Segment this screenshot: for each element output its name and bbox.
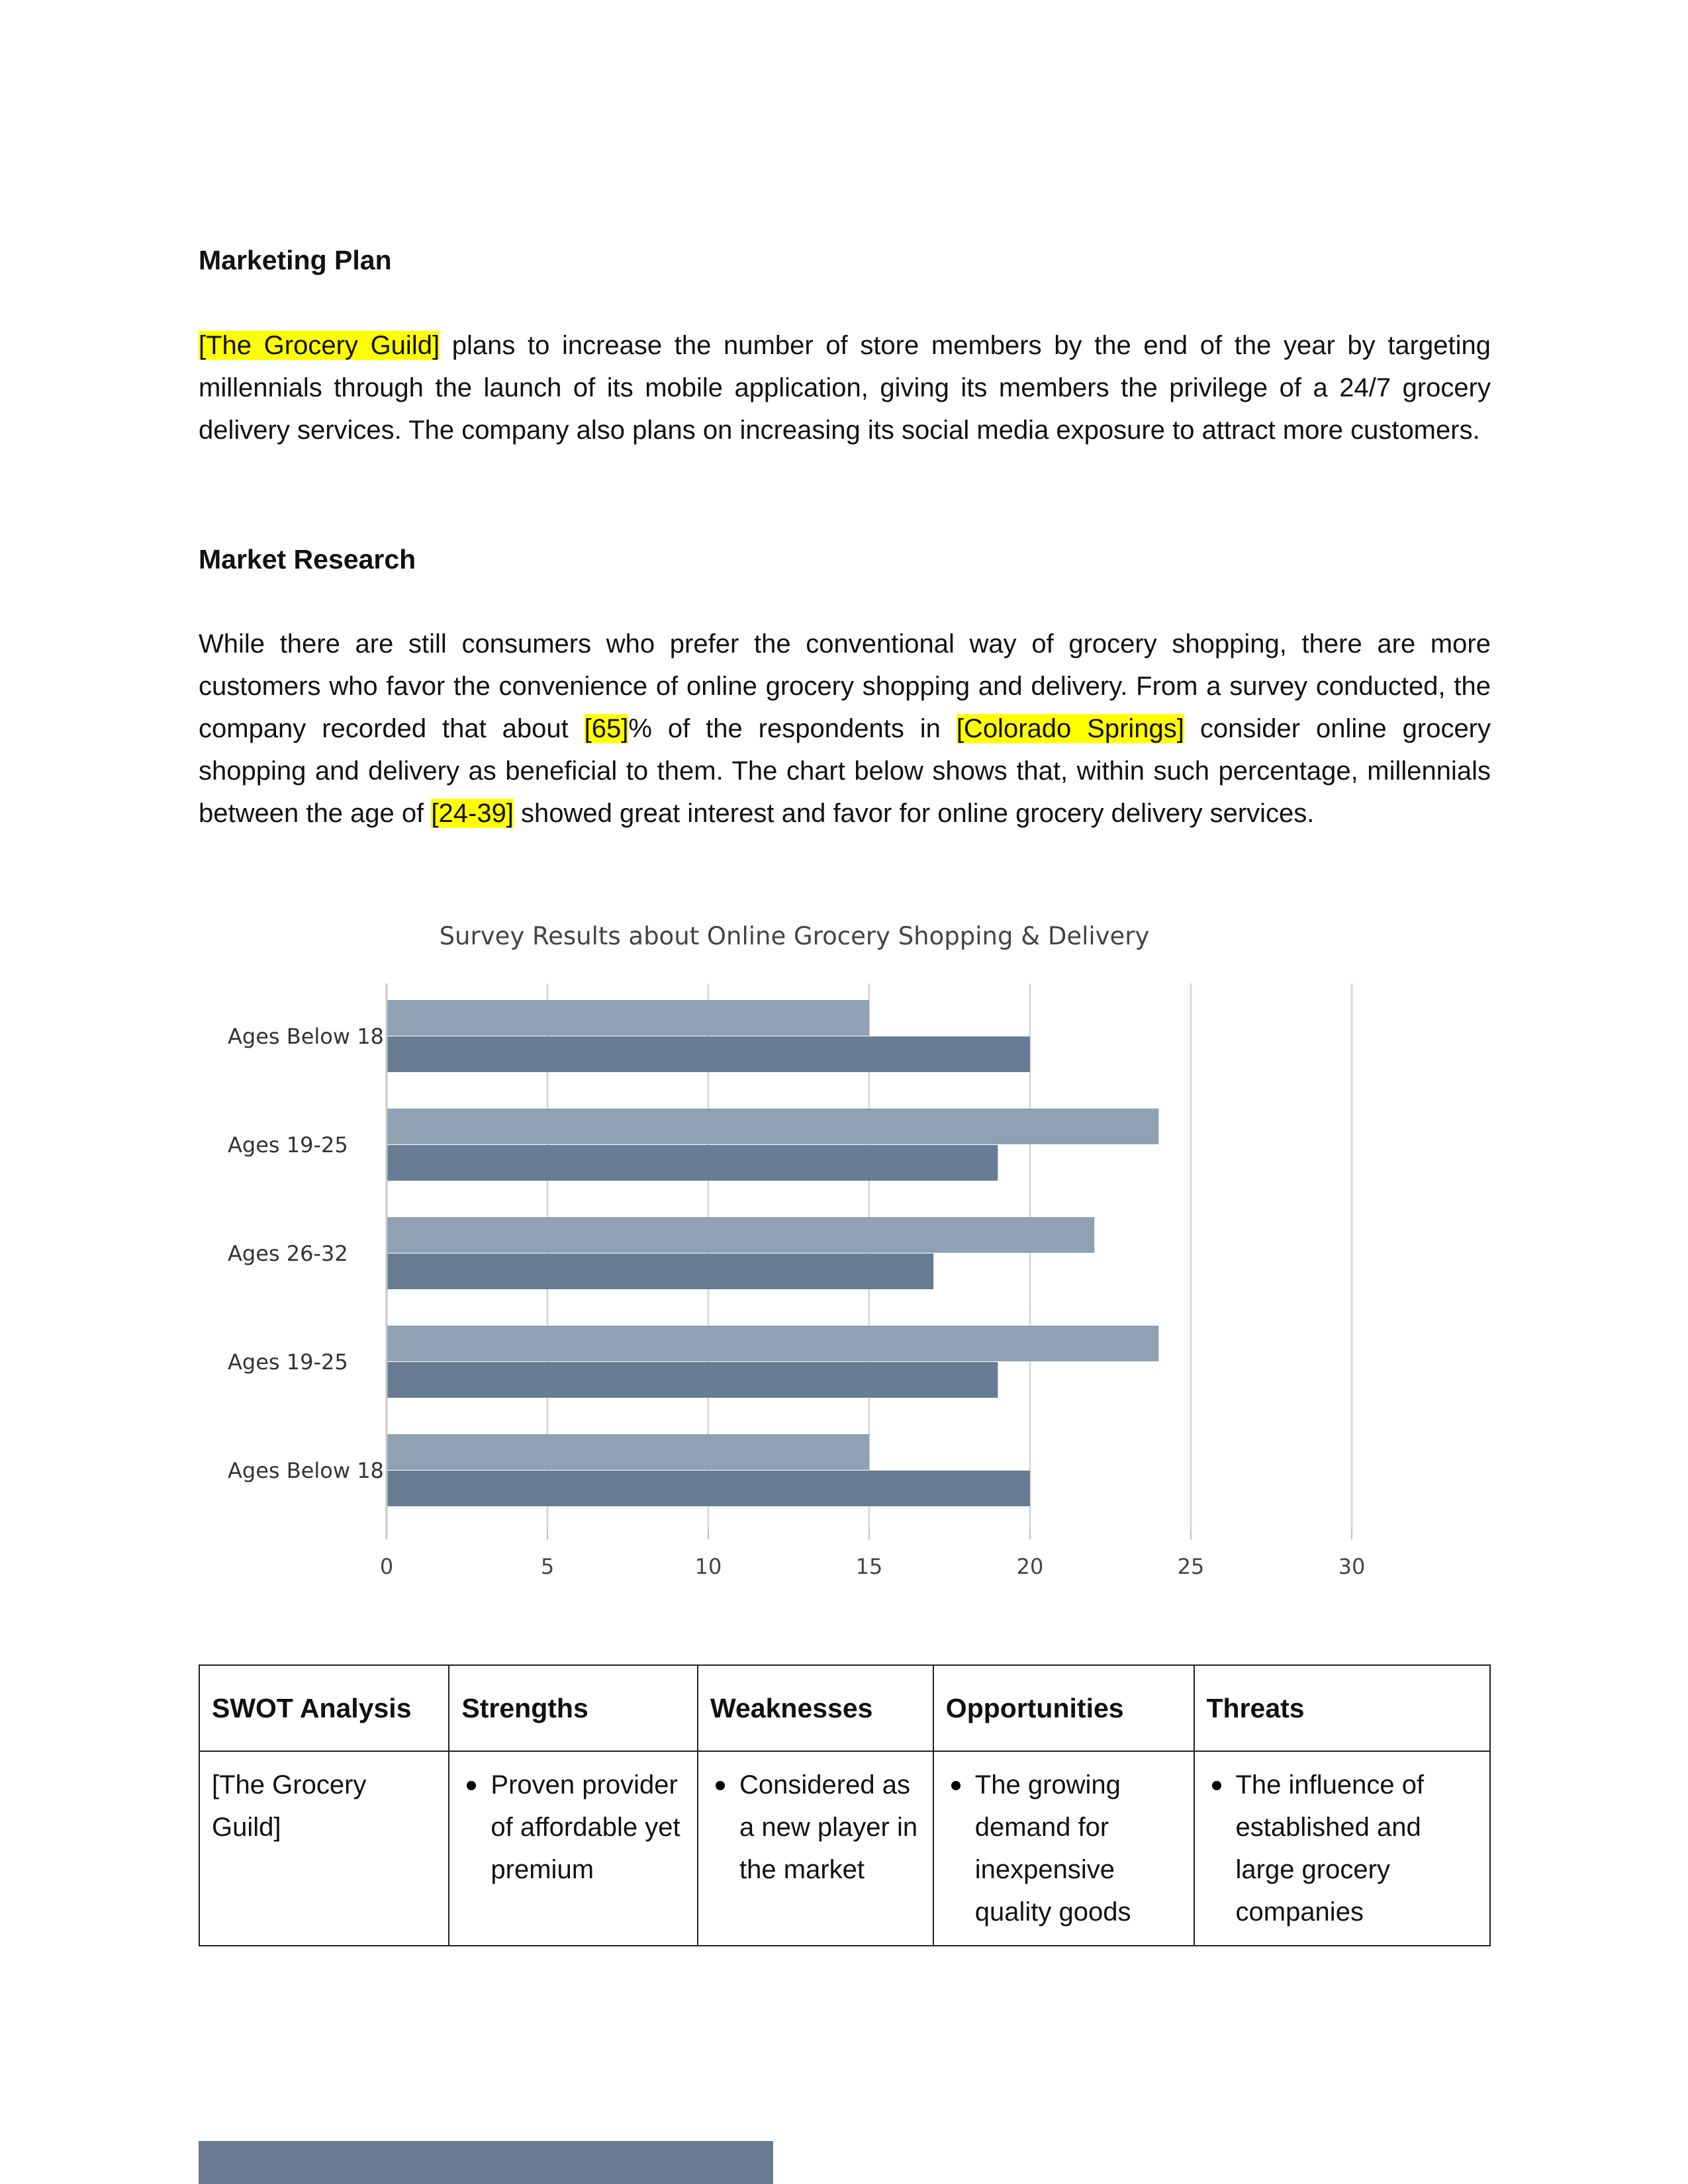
bar-series1 <box>387 1000 869 1036</box>
city-placeholder: [Colorado Springs] <box>956 714 1184 743</box>
marketing-plan-paragraph <box>199 324 1491 451</box>
x-tick-label: 25 <box>1177 1554 1205 1579</box>
bar-series2 <box>387 1036 1030 1072</box>
swot-header-cell: Weaknesses <box>698 1665 933 1751</box>
marketing-plan-text: plans to increase the number of store members by the end of the year by targeting millennials through the launch of its mobile application, giving its members the privilege of a 24/7 grocery delivery services. The company also plans on increasing its social media exposure to attract more customers. <box>199 331 1491 445</box>
market-research-text-3: consider online grocery shopping and delivery as beneficial to them. The chart below shows that, within such percentage, millennials between the age of <box>199 714 1491 828</box>
swot-opportunities-text: The growing demand for inexpensive quality goods <box>974 1770 1131 1927</box>
category-label: Ages Below 18 <box>228 1458 384 1483</box>
swot-table <box>199 1664 1491 1946</box>
x-tick-label: 10 <box>694 1554 722 1579</box>
market-research-heading: Market Research <box>199 544 416 574</box>
survey-bar-chart <box>199 907 1491 1595</box>
marketing-plan-heading: Marketing Plan <box>199 245 392 275</box>
market-research-text-1: While there are still consumers who prefer the conventional way of grocery shopping, there are more customers who favor the convenience of online grocery shopping and delivery. From a survey conducted, the company recorded that about <box>199 629 1491 743</box>
swot-strengths-text: Proven provider of affordable yet premium <box>491 1770 680 1884</box>
bullet-icon <box>951 1781 961 1790</box>
x-tick-label: 15 <box>855 1554 883 1579</box>
bar-series1 <box>387 1326 1158 1361</box>
category-label: Ages 19-25 <box>228 1132 348 1158</box>
swot-threats-cell <box>1194 1751 1491 1946</box>
company-name-placeholder: [The Grocery Guild] <box>199 331 440 360</box>
x-tick-label: 30 <box>1338 1554 1366 1579</box>
swot-header-cell: SWOT Analysis <box>199 1665 449 1751</box>
x-tick-label: 0 <box>379 1554 394 1579</box>
swot-data-row <box>199 1751 1490 1946</box>
bar-series2 <box>387 1253 933 1289</box>
market-research-paragraph <box>199 623 1491 835</box>
age-range-placeholder: [24-39] <box>431 799 514 828</box>
bullet-icon <box>467 1781 476 1790</box>
bar-series1 <box>387 1109 1158 1144</box>
footer-accent-bar <box>199 2141 773 2184</box>
market-research-text-4: showed great interest and favor for online grocery delivery services. <box>513 799 1315 828</box>
chart-category-labels <box>228 1024 384 1483</box>
swot-header-cell: Threats <box>1194 1665 1491 1751</box>
chart-title: Survey Results about Online Grocery Shopping & Delivery <box>439 922 1150 950</box>
bar-series1 <box>387 1217 1094 1253</box>
category-label: Ages Below 18 <box>228 1024 384 1049</box>
bar-series2 <box>387 1145 998 1181</box>
category-label: Ages 19-25 <box>228 1349 348 1375</box>
category-label: Ages 26-32 <box>228 1241 348 1266</box>
bar-series2 <box>387 1471 1030 1506</box>
bullet-icon <box>716 1781 725 1790</box>
swot-header-cell: Strengths <box>449 1665 698 1751</box>
chart-svg <box>199 907 1491 1595</box>
bar-series2 <box>387 1362 998 1398</box>
swot-row-label: [The Grocery Guild] <box>199 1751 449 1946</box>
swot-strengths-cell <box>449 1751 698 1946</box>
bar-series1 <box>387 1434 869 1470</box>
market-research-text-2: % of the respondents in <box>628 714 957 743</box>
swot-weaknesses-cell <box>698 1751 933 1946</box>
bullet-icon <box>1212 1781 1221 1790</box>
x-tick-label: 5 <box>540 1554 555 1579</box>
swot-opportunities-cell <box>933 1751 1194 1946</box>
x-tick-label: 20 <box>1016 1554 1044 1579</box>
percent-placeholder: [65] <box>584 714 629 743</box>
chart-bars <box>387 1000 1158 1506</box>
swot-threats-text: The influence of established and large grocery companies <box>1235 1770 1425 1927</box>
swot-weaknesses-text: Considered as a new player in the market <box>739 1770 918 1884</box>
swot-header-row <box>199 1665 1490 1751</box>
swot-header-cell: Opportunities <box>933 1665 1194 1751</box>
